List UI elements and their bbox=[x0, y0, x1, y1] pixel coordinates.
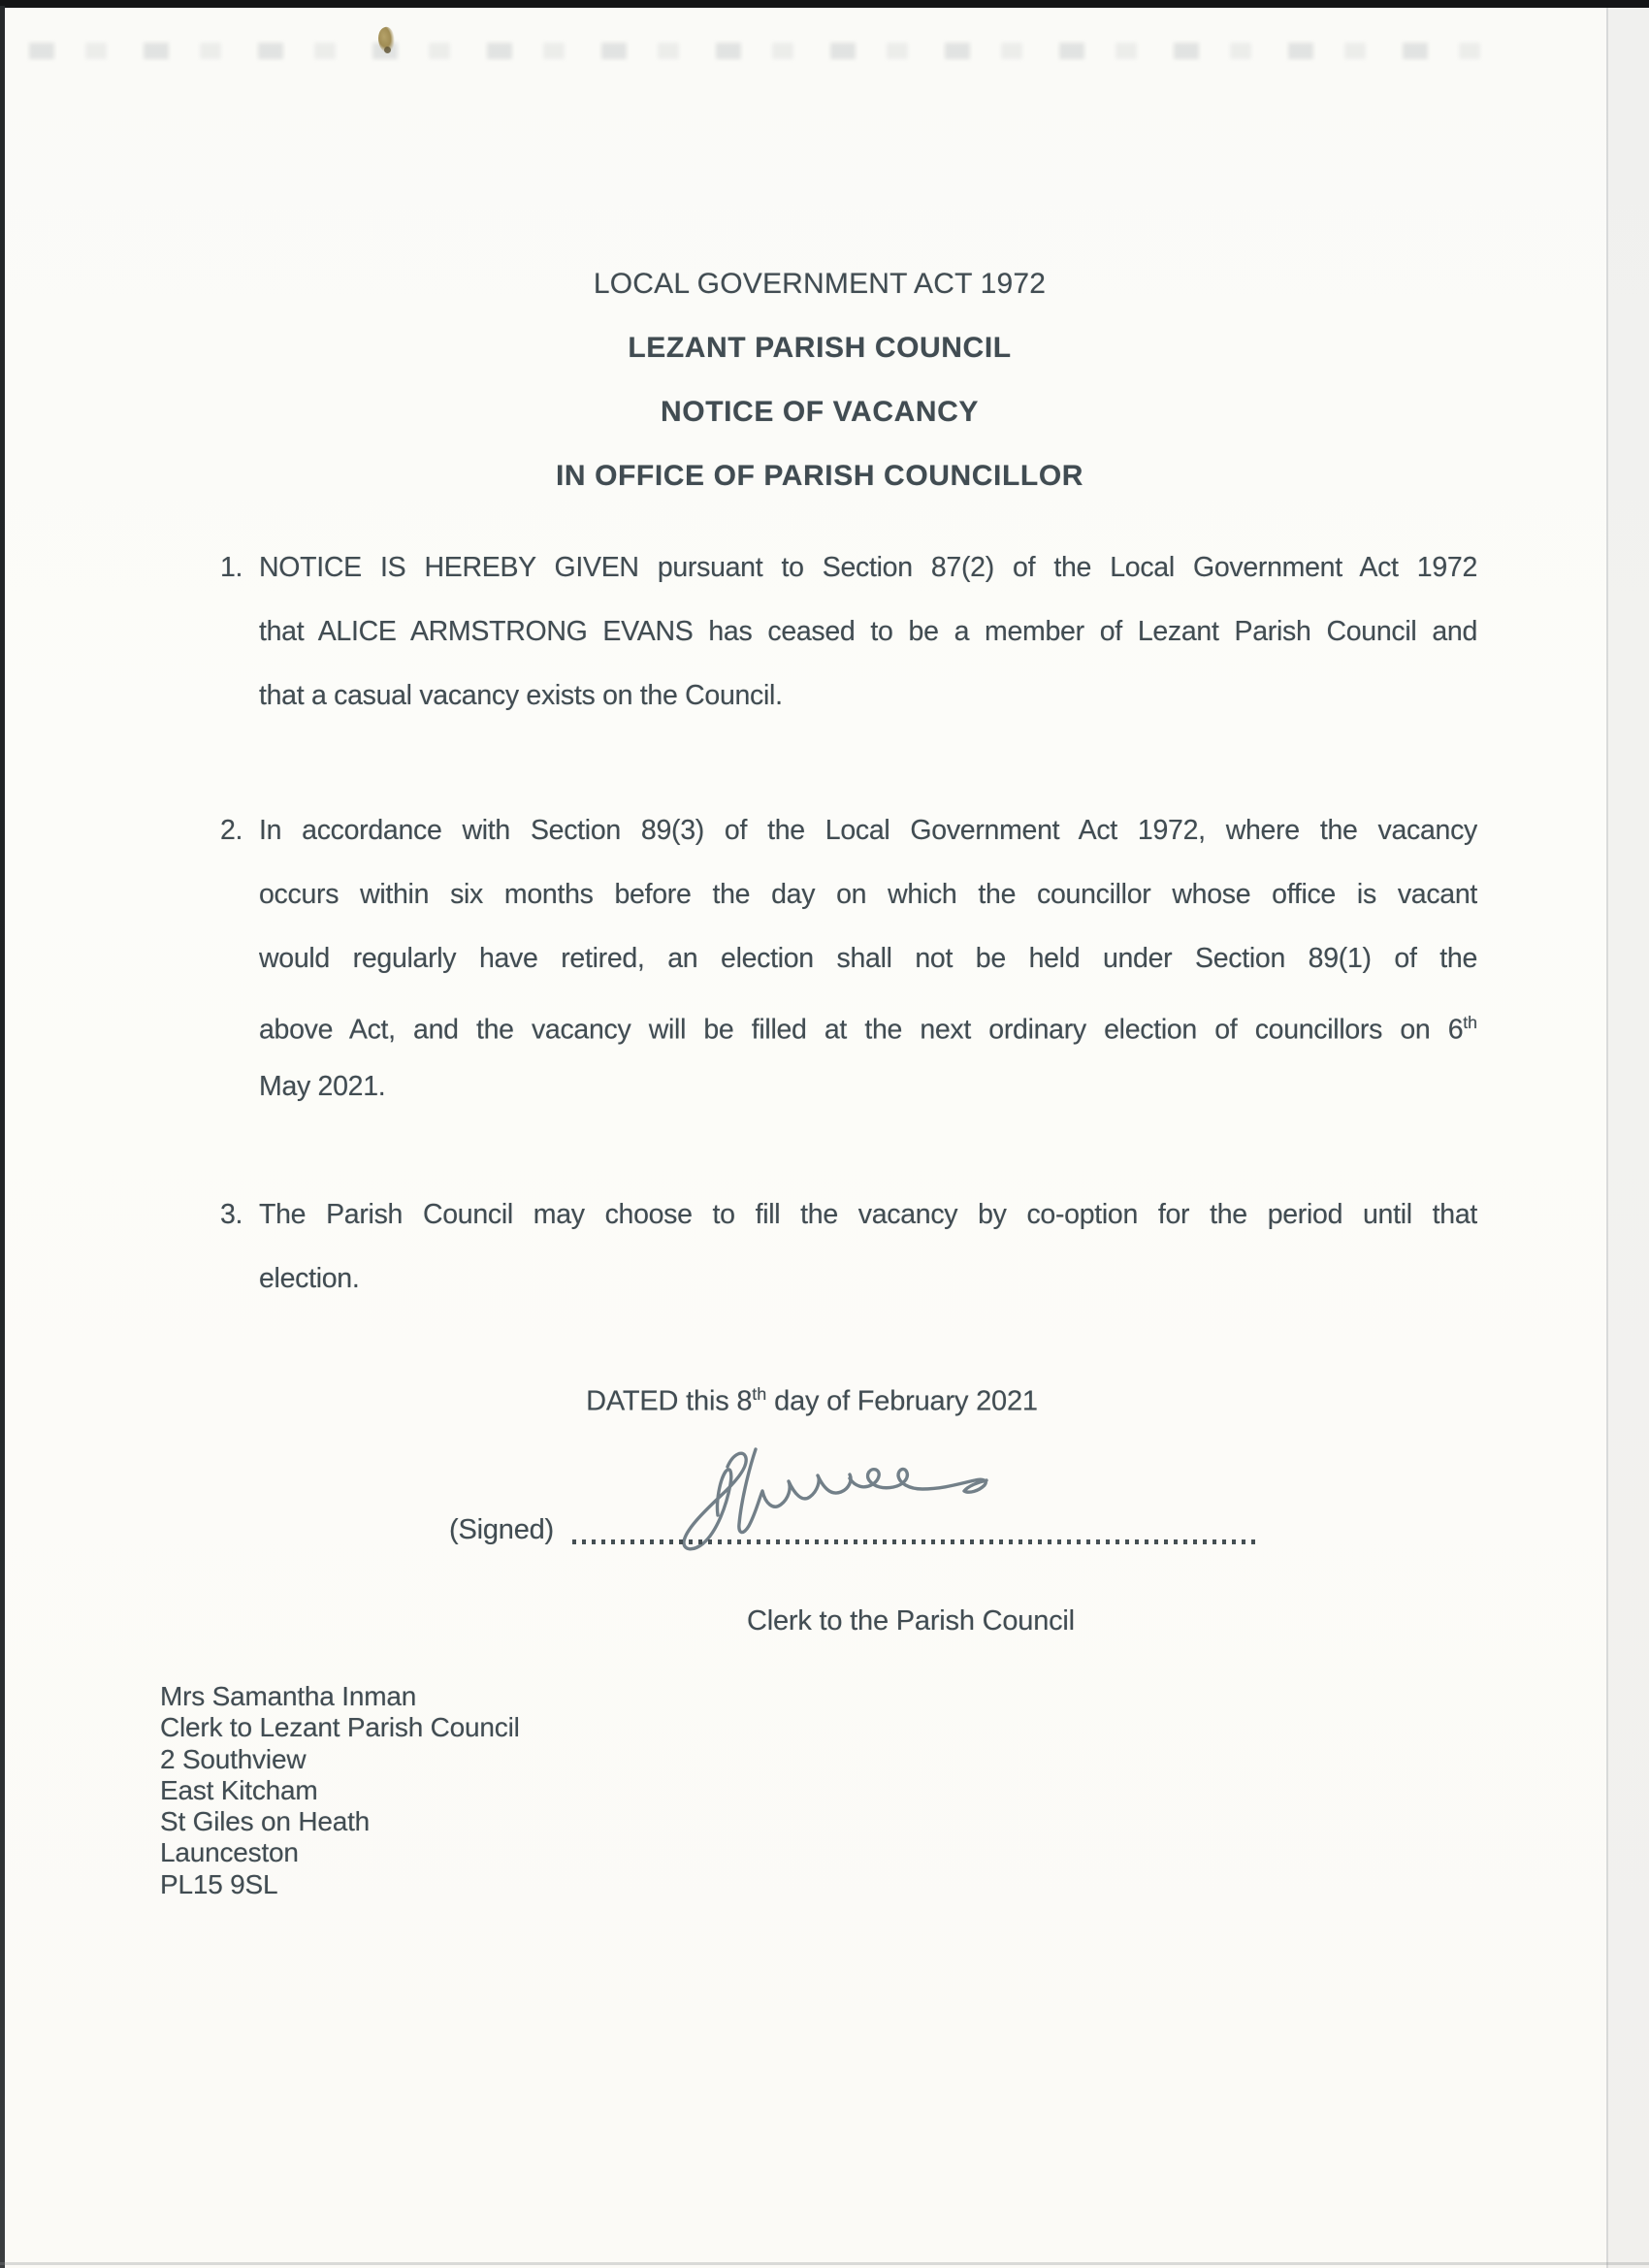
dotted-signature-line bbox=[572, 1539, 1261, 1544]
line-text: In accordance with Section 89(3) of the Local Government Act 1972, where the vacancy bbox=[259, 815, 1477, 846]
line-text: The Parish Council may choose to fill the vacancy by co-option for the period until that bbox=[259, 1199, 1477, 1230]
ordinal-suffix: th bbox=[1463, 1013, 1477, 1032]
notice-item-1 bbox=[220, 535, 1477, 728]
notice-subtitle: IN OFFICE OF PARISH COUNCILLOR bbox=[555, 460, 1084, 492]
notice-item-2 bbox=[220, 798, 1477, 1118]
line-text: would regularly have retired, an election shall not be held under Section 89(1) of the bbox=[259, 943, 1477, 974]
scan-top-edge-bar bbox=[0, 0, 1649, 8]
scan-left-edge-line bbox=[0, 6, 5, 2268]
address-line: Mrs Samantha Inman bbox=[160, 1681, 417, 1711]
scan-ghost-noise-band bbox=[29, 43, 1494, 59]
notice-item-3 bbox=[220, 1183, 1477, 1311]
body-line bbox=[259, 862, 1477, 926]
signature-ink bbox=[640, 1443, 1009, 1571]
council-title: LEZANT PARISH COUNCIL bbox=[628, 332, 1012, 364]
item-text bbox=[259, 1183, 1477, 1311]
body-line bbox=[259, 798, 1477, 862]
line-text: that ALICE ARMSTRONG EVANS has ceased to be a member of Lezant Parish Council and bbox=[259, 616, 1477, 647]
paper-speck-dot bbox=[384, 47, 391, 53]
act-title: LOCAL GOVERNMENT ACT 1972 bbox=[593, 268, 1047, 300]
signed-label: (Signed) bbox=[449, 1514, 555, 1545]
item-text bbox=[259, 535, 1477, 728]
body-line bbox=[259, 599, 1477, 664]
address-line: Launceston bbox=[160, 1837, 299, 1868]
address-line: PL15 9SL bbox=[160, 1868, 278, 1899]
dated-suffix: day of February 2021 bbox=[766, 1385, 1038, 1417]
line-text: that a casual vacancy exists on the Council. bbox=[259, 680, 783, 711]
address-line: East Kitcham bbox=[160, 1774, 318, 1805]
address-block bbox=[160, 1681, 520, 1900]
line-text: May 2021. bbox=[259, 1071, 386, 1102]
notice-title: NOTICE OF VACANCY bbox=[661, 396, 979, 428]
body-line bbox=[259, 664, 1477, 728]
dated-line bbox=[560, 1371, 1064, 1425]
line-text: election. bbox=[259, 1263, 360, 1294]
scan-right-fold-line bbox=[1606, 8, 1608, 2268]
dated-prefix: DATED this 8 bbox=[586, 1385, 753, 1417]
address-line: St Giles on Heath bbox=[160, 1806, 371, 1837]
item-number: 1. bbox=[220, 552, 243, 583]
clerk-role-caption: Clerk to the Parish Council bbox=[747, 1605, 1075, 1636]
item-number: 3. bbox=[220, 1199, 243, 1230]
body-line bbox=[259, 990, 1477, 1054]
address-line: Clerk to Lezant Parish Council bbox=[160, 1712, 520, 1743]
body-line bbox=[259, 535, 1477, 599]
line-text: NOTICE IS HEREBY GIVEN pursuant to Section 87(2) of the Local Government Act 1972 bbox=[259, 552, 1477, 583]
item-text bbox=[259, 798, 1477, 1118]
body-line bbox=[259, 1054, 1477, 1118]
line-text: above Act, and the vacancy will be filled at the next ordinary election of councillors on 6 bbox=[259, 1014, 1464, 1046]
line-text: occurs within six months before the day on which the councillor whose office is vacant bbox=[259, 879, 1477, 910]
body-line bbox=[259, 1247, 1477, 1311]
scan-bottom-edge-line bbox=[0, 2262, 1649, 2265]
ordinal-suffix: th bbox=[752, 1384, 767, 1404]
body-line bbox=[259, 1183, 1477, 1247]
item-number: 2. bbox=[220, 815, 243, 846]
document-header bbox=[184, 252, 1455, 508]
scan-right-shade-band bbox=[1608, 8, 1649, 2268]
body-line bbox=[259, 926, 1477, 990]
address-line: 2 Southview bbox=[160, 1743, 307, 1774]
